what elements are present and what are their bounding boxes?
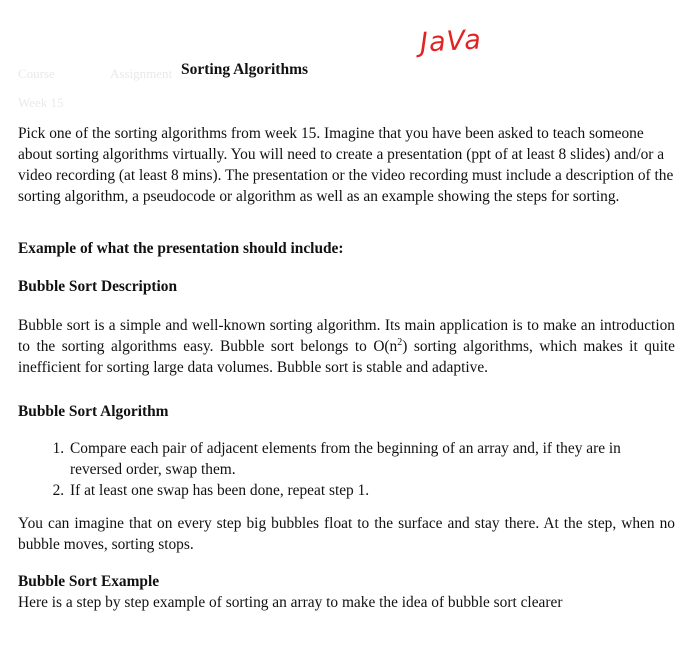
- intro-paragraph: Pick one of the sorting algorithms from week 15. Imagine that you have been asked to teach someone about sorting algorithms virtually. You will need to create a presentation (ppt of at least 8 slides) and/or a video recording (at least 8 mins). The presentation or the video recording must include a description of the sorting algorithm, a pseudocode or algorithm as well as an example showing the steps for sorting.: [18, 125, 674, 205]
- description-heading: Bubble Sort Description: [18, 278, 178, 295]
- imagine-paragraph: You can imagine that on every step big bubbles float to the surface and stay there. At the step, when no bubble moves, sorting stops.: [18, 515, 675, 553]
- example-heading: Example of what the presentation should include:: [18, 240, 344, 257]
- document-title: Sorting Algorithms: [181, 61, 309, 78]
- description-text-part: ) sorting algorithms, which makes it quite inefficient for sorting large data volumes. Bubble sort is stable and adaptive.: [18, 338, 675, 376]
- document-body: [18, 123, 675, 613]
- faint-header-text: Course: [18, 66, 55, 81]
- faint-subheader-text: Week 15: [18, 95, 64, 110]
- faint-header-text: Assignment: [110, 66, 173, 81]
- example-paragraph: Here is a step by step example of sorting an array to make the idea of bubble sort clearer: [18, 594, 563, 611]
- algorithm-steps-list: [18, 438, 675, 501]
- handwritten-annotation: JaVa: [419, 24, 483, 59]
- list-item: 1. Compare each pair of adjacent elements from the beginning of an array and, if they are in reversed order, swap them.: [68, 438, 675, 480]
- algorithm-heading: Bubble Sort Algorithm: [18, 403, 169, 420]
- example-section-heading: Bubble Sort Example: [18, 573, 160, 590]
- superscript: 2: [397, 336, 403, 348]
- list-item: 2. If at least one swap has been done, repeat step 1.: [68, 480, 675, 501]
- description-paragraph: [18, 315, 675, 378]
- description-text-part: Bubble sort is a simple and well-known sorting algorithm. Its main application is to make an introduction to the sorting algorithms easy. Bubble sort belongs to O(n: [18, 317, 675, 355]
